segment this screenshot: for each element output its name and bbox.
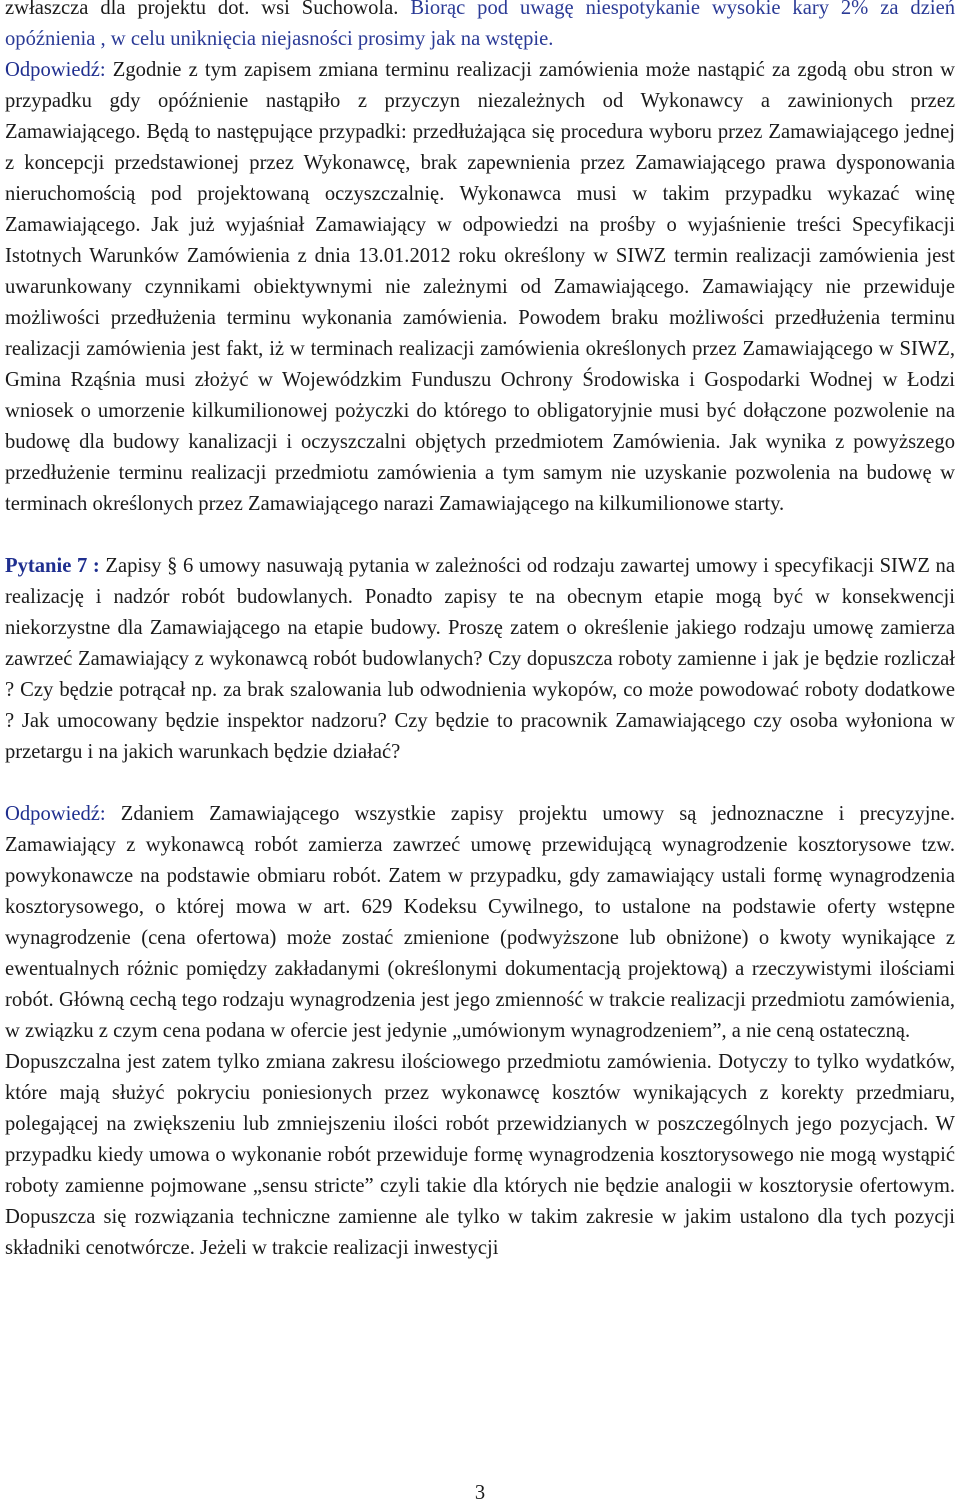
paragraph-text-highlight: Biorąc pod uwagę niespotykanie wysokie kary 2% za dzień opóźnienia , w celu uniknięcia niejasności prosimy jak na wstępie.: [5, 0, 956, 50]
paragraph-spacer: [5, 520, 955, 551]
paragraph-text: Zapisy § 6 umowy nasuwają pytania w zależności od rodzaju zawartej umowy i specyfikacji SIWZ na realizację i nadzór robót budowlanych. Ponadto zapisy te na obecnym etapie mogą być w konsekwencji niekorzystne dla Zamawiającego na etapie budowy. Proszę zatem o określenie jakiego rodzaju umowę zamierza zawrzeć Zamawiający z wykonawcą robót budowlanych? Czy dopuszcza roboty zamienne i jak je będzie rozliczał ? Czy będzie potrącał np. za brak szalowania lub odwodnienia wykopów, co może powodować roboty dodatkowe ? Jak umocowany będzie inspektor nadzoru? Czy będzie to pracownik Zamawiającego czy osoba wyłoniona w przetargu i na jakich warunkach będzie działać?: [5, 555, 955, 763]
paragraph-text: zwłaszcza dla projektu dot. wsi Suchowola.: [5, 0, 399, 19]
paragraph-answer-6: [5, 55, 955, 520]
question-label: Pytanie 7 :: [5, 555, 100, 577]
answer-label: Odpowiedź:: [5, 803, 106, 825]
paragraph-text: Zdaniem Zamawiającego wszystkie zapisy projektu umowy są jednoznaczne i precyzyjne. Zamawiający z wykonawcą robót zamierza zawrzeć umowę przewidującą wynagrodzenie kosztorysowe tzw. powykonawcze na podstawie obmiaru robót. Zatem w przypadku, gdy zamawiający ustali formę wynagrodzenia kosztorysowego, o której mowa w art. 629 Kodeksu Cywilnego, to ustalone na podstawie oferty wstępne wynagrodzenie (cena ofertowa) może zostać zmienione (podwyższone lub obniżone) o kwoty wynikające z ewentualnych różnic pomiędzy zakładanymi (określonymi dokumentacją projektową) a rzeczywistymi ilościami robót. Główną cechą tego rodzaju wynagrodzenia jest jego zmienność w trakcie realizacji przedmiotu zamówienia, w związku z czym cena podana w ofercie jest jedynie „umówionym wynagrodzeniem”, a nie ceną ostateczną.: [5, 803, 955, 1042]
paragraph-spacer: [5, 768, 955, 799]
page-number: 3: [474, 1482, 486, 1504]
answer-label: Odpowiedź:: [5, 59, 106, 81]
paragraph-answer-7-continued: [5, 1047, 955, 1264]
document-page: [5, 0, 955, 1264]
paragraph-text: Zgodnie z tym zapisem zmiana terminu realizacji zamówienia może nastąpić za zgodą obu stron w przypadku gdy opóźnienie nastąpiło z przyczyn niezależnych od Wykonawcy a zawinionych przez Zamawiającego. Będą to następujące przypadki: przedłużająca się procedura wyboru przez Zamawiającego jednej z koncepcji przedstawionej przez Wykonawcę, brak zapewnienia przez Zamawiającego prawa dysponowania nieruchomością pod projektowaną oczyszczalnię. Wykonawca musi w takim przypadku wykazać winę Zamawiającego. Jak już wyjaśniał Zamawiający w odpowiedzi na prośby o wyjaśnienie treści Specyfikacji Istotnych Warunków Zamówienia z dnia 13.01.2012 roku określony w SIWZ termin realizacji zamówienia jest uwarunkowany czynnikami obiektywnymi nie zależnymi od Zamawiającego. Zamawiający nie przewiduje możliwości przedłużenia terminu wykonania zamówienia. Powodem braku możliwości przedłużenia terminu realizacji zamówienia jest fakt, iż w terminach realizacji zamówienia określonych przez Zamawiającego w SIWZ, Gmina Rząśnia musi złożyć w Wojewódzkim Funduszu Ochrony Środowiska i Gospodarki Wodnej w Łodzi wniosek o umorzenie kilkumilionowej pożyczki do którego to obligatoryjnie musi być dołączone pozwolenie na budowę dla budowy kanalizacji i oczyszczalni objętych przedmiotem Zamówienia. Jak wynika z powyższego przedłużenie terminu realizacji przedmiotu zamówienia a tym samym nie uzyskanie pozwolenia na budowę w terminach określonych przez Zamawiającego narazi Zamawiającego na kilkumilionowe starty.: [5, 59, 955, 515]
paragraph-question-continuation: [5, 0, 955, 55]
paragraph-answer-7: [5, 799, 955, 1047]
paragraph-question-7: [5, 551, 955, 768]
paragraph-text: Dopuszczalna jest zatem tylko zmiana zakresu ilościowego przedmiotu zamówienia. Dotyczy to tylko wydatków, które mają służyć pokryciu poniesionych przez wykonawcę kosztów wynikających z korekty przedmiaru, polegającej na zwiększeniu lub zmniejszeniu ilości robót przewidzianych w poszczególnych jego pozycjach. W przypadku kiedy umowa o wykonanie robót przewiduje formę wynagrodzenia kosztorysowego nie mogą wystąpić roboty zamienne pojmowane „sensu stricte” czyli takie dla których nie będzie analogii w kosztorysie ofertowym. Dopuszcza się rozwiązania techniczne zamienne ale tylko w takim zakresie w jakim ustalono dla tych pozycji składniki cenotwórcze. Jeżeli w trakcie realizacji inwestycji: [5, 1051, 955, 1259]
